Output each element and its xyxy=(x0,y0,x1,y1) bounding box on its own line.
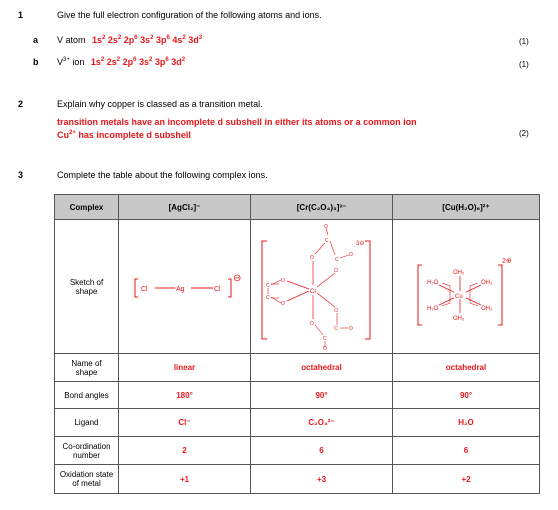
svg-text:Cr: Cr xyxy=(309,288,316,295)
table-row xyxy=(55,437,540,465)
svg-text:O: O xyxy=(280,300,285,307)
question-2-prompt: Explain why copper is classed as a transition metal. xyxy=(57,99,263,109)
cu-aqua-sketch xyxy=(393,220,540,354)
svg-text:OH₂: OH₂ xyxy=(481,279,493,286)
question-3-prompt: Complete the table about the following complex ions. xyxy=(57,170,268,180)
svg-text:Cl: Cl xyxy=(140,285,148,293)
q2-answer-line-2: $Cu^{2+}$ has incomplete d subshell xyxy=(57,130,191,140)
header-agcl2: [AgCl₂]⁻ xyxy=(119,195,251,220)
svg-text:O: O xyxy=(333,267,338,274)
v3-ion-configuration: $1s^2$ $2s^2$ $2p^6$ $3s^2$ $3p^6$ $3d^2$ xyxy=(90,57,186,67)
svg-text:C: C xyxy=(333,325,338,332)
part-a-label: V atom xyxy=(57,35,86,45)
svg-text:O: O xyxy=(333,307,338,314)
agcl2-oxidation-state: +1 xyxy=(119,465,251,494)
row-label-coordination-number: Co-ordination number xyxy=(55,437,119,465)
svg-text:H₂O: H₂O xyxy=(427,305,439,312)
row-label-bond-angles: Bond angles xyxy=(55,382,119,409)
cr-oxalate-octahedral-structure xyxy=(253,221,391,351)
part-b-letter: b xyxy=(33,57,39,67)
svg-text:OH₂: OH₂ xyxy=(453,269,465,276)
part-a-answer-line xyxy=(57,35,202,45)
svg-text:Cl: Cl xyxy=(213,285,221,293)
row-label-ligand: Ligand xyxy=(55,409,119,437)
part-a-letter: a xyxy=(33,35,39,45)
agcl2-linear-structure xyxy=(121,221,249,351)
agcl2-bond-angle: 180° xyxy=(119,382,251,409)
header-cr-oxalate: [Cr(C₂O₄)₃]³⁻ xyxy=(251,195,393,220)
table-row xyxy=(55,465,540,494)
cr-oxalate-oxidation-state: +3 xyxy=(251,465,393,494)
svg-text:O: O xyxy=(348,251,353,258)
part-b-marks: (1) xyxy=(519,60,529,69)
agcl2-coordination-number: 2 xyxy=(119,437,251,465)
svg-text:O: O xyxy=(309,254,314,261)
sketch-row xyxy=(55,220,540,354)
svg-text:⊖: ⊖ xyxy=(232,272,241,284)
svg-text:O: O xyxy=(348,325,353,332)
cu-aqua-shape: octahedral xyxy=(393,354,540,382)
svg-text:O: O xyxy=(309,320,314,327)
sketch-label: Sketch of shape xyxy=(55,220,119,354)
cu-aqua-octahedral-structure xyxy=(395,221,537,351)
svg-text:H₂O: H₂O xyxy=(427,279,439,286)
question-2-marks: (2) xyxy=(519,129,529,138)
svg-text:O: O xyxy=(322,345,327,351)
row-label-name-of-shape: Name of shape xyxy=(55,354,119,382)
header-complex: Complex xyxy=(55,195,119,220)
agcl2-shape: linear xyxy=(119,354,251,382)
part-b-label: $V^{3+}$ ion xyxy=(57,57,85,67)
cr-oxalate-bond-angle: 90° xyxy=(251,382,393,409)
agcl2-ligand: Cl⁻ xyxy=(119,409,251,437)
svg-text:OH₂: OH₂ xyxy=(481,305,493,312)
cr-oxalate-sketch xyxy=(251,220,393,354)
question-1-prompt: Give the full electron configuration of the following atoms and ions. xyxy=(57,10,322,20)
svg-text:C: C xyxy=(265,282,270,289)
svg-text:O: O xyxy=(280,277,285,284)
cu-aqua-coordination-number: 6 xyxy=(393,437,540,465)
table-row xyxy=(55,409,540,437)
question-2-number: 2 xyxy=(18,99,24,109)
svg-text:C: C xyxy=(324,237,329,244)
v-atom-configuration: $1s^2$ $2s^2$ $2p^6$ $3s^2$ $3p^6$ $4s^2$ $3d^3$ xyxy=(92,35,203,45)
cr-oxalate-shape: octahedral xyxy=(251,354,393,382)
cu-aqua-ligand: H₂O xyxy=(393,409,540,437)
svg-text:2⊕: 2⊕ xyxy=(502,257,512,265)
cr-oxalate-ligand: C₂O₄²⁻ xyxy=(251,409,393,437)
complex-ions-table xyxy=(54,194,540,494)
svg-text:Ag: Ag xyxy=(175,285,185,293)
svg-text:O: O xyxy=(323,223,328,230)
svg-text:C: C xyxy=(322,335,327,342)
cu-aqua-bond-angle: 90° xyxy=(393,382,540,409)
table-row xyxy=(55,382,540,409)
svg-text:Cu: Cu xyxy=(455,293,463,300)
header-cu-aqua: [Cu(H₂O)₆]²⁺ xyxy=(393,195,540,220)
q2-answer-line-1: transition metals have an incomplete d subshell in either its atoms or a common ion xyxy=(57,117,417,127)
table-header-row xyxy=(55,195,540,220)
svg-text:OH₂: OH₂ xyxy=(453,315,465,322)
table-row xyxy=(55,354,540,382)
part-a-marks: (1) xyxy=(519,37,529,46)
svg-text:C: C xyxy=(334,256,339,263)
part-b-answer-line xyxy=(57,57,185,67)
svg-text:3⊖: 3⊖ xyxy=(355,240,364,247)
agcl2-sketch xyxy=(119,220,251,354)
row-label-oxidation-state: Oxidation state of metal xyxy=(55,465,119,494)
cr-oxalate-coordination-number: 6 xyxy=(251,437,393,465)
svg-text:C: C xyxy=(265,294,270,301)
cu-aqua-oxidation-state: +2 xyxy=(393,465,540,494)
question-3-number: 3 xyxy=(18,170,24,180)
question-1-number: 1 xyxy=(18,10,24,20)
